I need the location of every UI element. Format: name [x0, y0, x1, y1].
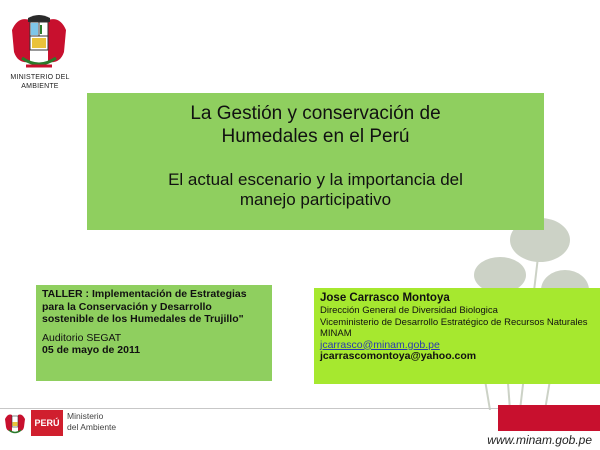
subtitle-line-2: manejo participativo	[239, 190, 392, 209]
subtitle	[87, 170, 544, 210]
presenter-vice-ministry: Viceministerio de Desarrollo Estratégico de Recursos Naturales	[320, 316, 588, 328]
footer-red-band	[498, 405, 600, 431]
logo-ministry-text	[67, 411, 116, 433]
title-line-1: La Gestión y conservación de	[190, 103, 441, 124]
website-url[interactable]: www.minam.gob.pe	[487, 433, 592, 447]
presenter-name: Jose Carrasco Montoya	[320, 292, 450, 304]
peru-coat-of-arms-icon	[8, 8, 70, 74]
logo-peru-label: PERÚ	[31, 410, 63, 436]
presenter-directorate: Dirección General de Diversidad Biologica	[320, 305, 498, 316]
minam-logo	[4, 410, 132, 436]
peru-coat-of-arms-small-icon	[4, 411, 26, 435]
workshop-venue: Auditorio SEGAT	[42, 331, 122, 344]
presenter-box	[314, 288, 600, 384]
title-main	[87, 102, 544, 148]
ministry-label: MINISTERIO DEL AMBIENTE	[10, 74, 70, 90]
workshop-box	[36, 285, 272, 381]
workshop-date: 05 de mayo de 2011	[42, 344, 141, 356]
presenter-organization: MINAM	[320, 328, 352, 339]
logo-line-1: Ministerio	[67, 411, 104, 421]
presenter-email-alt: jcarrascomontoya@yahoo.com	[320, 350, 477, 362]
logo-line-2: del Ambiente	[67, 422, 117, 432]
workshop-title: TALLER : Implementación de Estrategias para la Conservación y Desarrollo sostenible de los Humedales de Trujillo"	[42, 288, 247, 325]
subtitle-line-1: El actual escenario y la importancia del	[168, 170, 463, 189]
title-box	[87, 93, 544, 230]
title-line-2: Humedales en el Perú	[221, 126, 410, 147]
presenter-email-link[interactable]: jcarrasco@minam.gob.pe	[320, 338, 440, 351]
